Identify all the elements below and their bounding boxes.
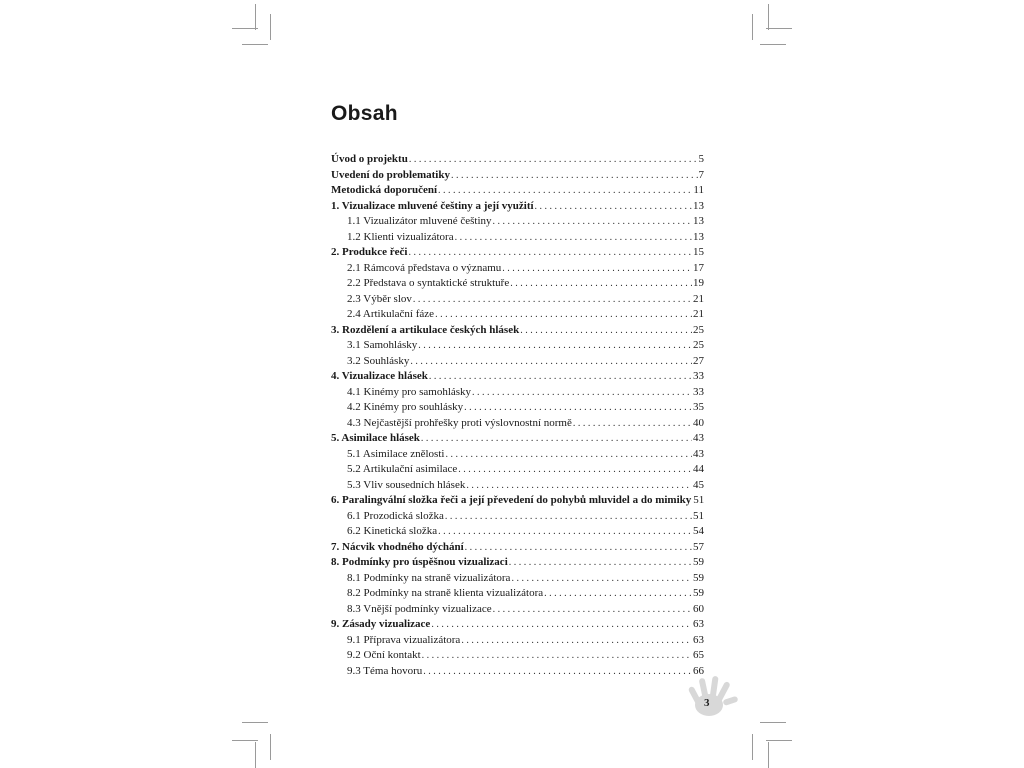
toc-entry-page: 15 <box>693 246 704 258</box>
toc-entry <box>331 493 704 509</box>
toc-dot-leader <box>493 214 692 230</box>
toc-entry <box>331 214 704 230</box>
toc-entry <box>331 292 704 308</box>
toc-dot-leader <box>409 152 698 168</box>
toc-entry-title: 1.1 Vizualizátor mluvené češtiny <box>347 215 492 227</box>
page-number: 3 <box>704 697 710 709</box>
toc-entry-page: 60 <box>693 602 704 615</box>
toc-entry-page: 45 <box>693 478 704 491</box>
toc-entry-title: 7. Nácvik vhodného dýchání <box>331 540 464 553</box>
toc-entry-page: 59 <box>693 556 704 568</box>
toc-entry-title: 5.1 Asimilace znělosti <box>347 447 445 460</box>
toc-entry-page: 13 <box>693 230 704 243</box>
toc-entry-title: 9.1 Příprava vizualizátora <box>347 633 461 646</box>
toc-entry-title: 2.4 Artikulační fáze <box>347 308 435 320</box>
toc-dot-leader <box>445 447 692 463</box>
table-of-contents <box>331 152 704 679</box>
toc-entry-title: 9.3 Téma hovoru <box>347 664 423 677</box>
crop-mark-top-left-v <box>255 4 256 30</box>
toc-dot-leader <box>438 183 692 199</box>
toc-dot-leader <box>573 416 692 432</box>
toc-dot-leader <box>455 230 692 246</box>
toc-entry-page: 11 <box>693 184 704 196</box>
toc-entry <box>331 447 704 463</box>
toc-entry <box>331 230 704 246</box>
crop-mark-bottom-right-v <box>752 734 753 760</box>
toc-entry-page: 13 <box>693 215 704 227</box>
toc-entry-title: 2.1 Rámcová představa o významu <box>347 261 502 274</box>
toc-entry-title: 8. Podmínky pro úspěšnou vizualizaci <box>331 556 508 568</box>
toc-entry-page: 21 <box>693 292 704 305</box>
toc-entry-page: 57 <box>693 540 704 553</box>
toc-entry <box>331 478 704 494</box>
crop-mark-bottom-left-h <box>242 722 268 723</box>
toc-entry-page: 51 <box>693 494 705 506</box>
toc-entry-page: 19 <box>693 277 704 289</box>
toc-entry <box>331 307 704 323</box>
toc-entry-title: 2.2 Představa o syntaktické struktuře <box>347 277 510 289</box>
hand-icon <box>683 672 741 720</box>
toc-dot-leader <box>429 369 692 385</box>
toc-entry <box>331 602 704 618</box>
crop-mark-bottom-right-h2 <box>766 740 792 741</box>
toc-entry-title: 3.2 Souhlásky <box>347 354 410 367</box>
toc-entry <box>331 354 704 370</box>
toc-entry-title: 6.2 Kinetická složka <box>347 525 438 537</box>
toc-dot-leader <box>435 307 692 323</box>
toc-entry <box>331 571 704 587</box>
toc-dot-leader <box>472 385 692 401</box>
toc-dot-leader <box>493 602 692 618</box>
toc-entry-page: 5 <box>698 153 704 165</box>
toc-entry-page: 54 <box>693 525 704 537</box>
toc-entry-title: 1.2 Klienti vizualizátora <box>347 230 454 243</box>
toc-dot-leader <box>461 633 692 649</box>
toc-entry-page: 65 <box>693 649 704 661</box>
toc-entry-title: 9.2 Oční kontakt <box>347 649 421 661</box>
toc-entry <box>331 385 704 401</box>
toc-entry-title: 5.2 Artikulační asimilace <box>347 463 458 475</box>
toc-entry-title: 3. Rozdělení a artikulace českých hlásek <box>331 323 520 336</box>
toc-dot-leader <box>458 462 692 478</box>
toc-entry <box>331 540 704 556</box>
toc-entry-page: 59 <box>693 571 704 584</box>
toc-entry-page: 21 <box>693 308 704 320</box>
toc-entry-title: 5.3 Vliv sousedních hlásek <box>347 478 466 491</box>
toc-entry-title: Úvod o projektu <box>331 153 408 165</box>
toc-dot-leader <box>466 478 692 494</box>
page-title: Obsah <box>331 102 398 125</box>
crop-mark-top-left-h <box>232 28 258 29</box>
toc-entry <box>331 400 704 416</box>
toc-entry-title: 3.1 Samohlásky <box>347 339 418 351</box>
toc-entry-title: 2.3 Výběr slov <box>347 292 412 305</box>
toc-entry <box>331 586 704 602</box>
toc-entry-title: 5. Asimilace hlásek <box>331 432 420 444</box>
toc-entry <box>331 648 704 664</box>
toc-entry-page: 25 <box>693 323 704 336</box>
toc-entry <box>331 509 704 525</box>
toc-dot-leader <box>422 648 692 664</box>
toc-entry <box>331 183 704 199</box>
toc-entry <box>331 633 704 649</box>
toc-dot-leader <box>418 338 692 354</box>
crop-mark-bottom-right-h <box>760 722 786 723</box>
toc-entry-title: 4.1 Kinémy pro samohlásky <box>347 385 472 398</box>
toc-dot-leader <box>421 431 692 447</box>
toc-entry-page: 66 <box>693 664 704 677</box>
toc-entry <box>331 261 704 277</box>
crop-mark-bottom-right-v2 <box>768 742 769 768</box>
toc-dot-leader <box>511 571 692 587</box>
toc-entry-page: 17 <box>693 261 704 274</box>
toc-entry-page: 13 <box>693 199 704 212</box>
toc-entry <box>331 276 704 292</box>
toc-entry-page: 43 <box>693 432 704 444</box>
crop-mark-top-right-h2 <box>760 44 786 45</box>
crop-mark-bottom-left-h2 <box>232 740 258 741</box>
toc-entry <box>331 416 704 432</box>
toc-entry <box>331 369 704 385</box>
toc-entry-title: Metodická doporučení <box>331 184 438 196</box>
toc-entry-title: 6.1 Prozodická složka <box>347 509 444 522</box>
toc-entry <box>331 617 704 633</box>
toc-entry-page: 33 <box>693 370 704 382</box>
toc-dot-leader <box>423 664 692 680</box>
toc-dot-leader <box>465 540 692 556</box>
toc-entry-title: 8.3 Vnější podmínky vizualizace <box>347 602 492 615</box>
toc-dot-leader <box>509 555 692 571</box>
toc-entry <box>331 524 704 540</box>
toc-entry <box>331 152 704 168</box>
toc-dot-leader <box>431 617 692 633</box>
toc-dot-leader <box>510 276 692 292</box>
toc-entry-title: 4.3 Nejčastější prohřešky proti výslovnostní normě <box>347 416 572 429</box>
toc-dot-leader <box>410 354 692 370</box>
crop-mark-bottom-left-v2 <box>255 742 256 768</box>
toc-dot-leader <box>408 245 692 261</box>
toc-entry-title: 6. Paralingvální složka řeči a její převedení do pohybů mluvidel a do mimiky <box>331 494 692 506</box>
toc-entry-page: 40 <box>693 416 704 429</box>
crop-mark-bottom-left-v <box>270 734 271 760</box>
crop-mark-top-right-h <box>766 28 792 29</box>
toc-entry-title: 8.2 Podmínky na straně klienta vizualizátora <box>347 587 544 599</box>
toc-entry <box>331 199 704 215</box>
toc-entry-page: 35 <box>693 401 704 413</box>
toc-dot-leader <box>445 509 692 525</box>
toc-entry-title: 4.2 Kinémy pro souhlásky <box>347 401 464 413</box>
crop-mark-top-right-v2 <box>768 4 769 30</box>
toc-dot-leader <box>535 199 692 215</box>
toc-entry-page: 51 <box>693 509 704 522</box>
toc-entry <box>331 555 704 571</box>
toc-entry-title: Uvedení do problematiky <box>331 168 450 181</box>
toc-entry <box>331 323 704 339</box>
toc-entry <box>331 431 704 447</box>
toc-dot-leader <box>520 323 692 339</box>
toc-entry <box>331 168 704 184</box>
toc-entry-page: 63 <box>693 618 704 630</box>
toc-entry-page: 27 <box>693 354 704 367</box>
toc-entry-page: 59 <box>693 587 704 599</box>
toc-entry-title: 1. Vizualizace mluvené češtiny a její využití <box>331 199 534 212</box>
toc-entry <box>331 338 704 354</box>
toc-entry <box>331 462 704 478</box>
toc-entry-page: 63 <box>693 633 704 646</box>
toc-entry <box>331 664 704 680</box>
toc-entry-page: 25 <box>693 339 704 351</box>
toc-entry-page: 33 <box>693 385 704 398</box>
crop-mark-top-right-v <box>752 14 753 40</box>
toc-entry-page: 43 <box>693 447 704 460</box>
toc-dot-leader <box>464 400 692 416</box>
toc-entry-page: 44 <box>693 463 704 475</box>
toc-dot-leader <box>413 292 692 308</box>
toc-dot-leader <box>451 168 698 184</box>
toc-entry-title: 8.1 Podmínky na straně vizualizátora <box>347 571 511 584</box>
toc-entry <box>331 245 704 261</box>
toc-entry-title: 9. Zásady vizualizace <box>331 618 431 630</box>
toc-entry-page: 7 <box>698 168 704 181</box>
crop-mark-top-left-h2 <box>242 44 268 45</box>
toc-dot-leader <box>544 586 692 602</box>
crop-mark-top-left-v2 <box>270 14 271 40</box>
toc-entry-title: 2. Produkce řeči <box>331 246 408 258</box>
toc-dot-leader <box>438 524 692 540</box>
toc-dot-leader <box>502 261 692 277</box>
toc-entry-title: 4. Vizualizace hlásek <box>331 370 428 382</box>
